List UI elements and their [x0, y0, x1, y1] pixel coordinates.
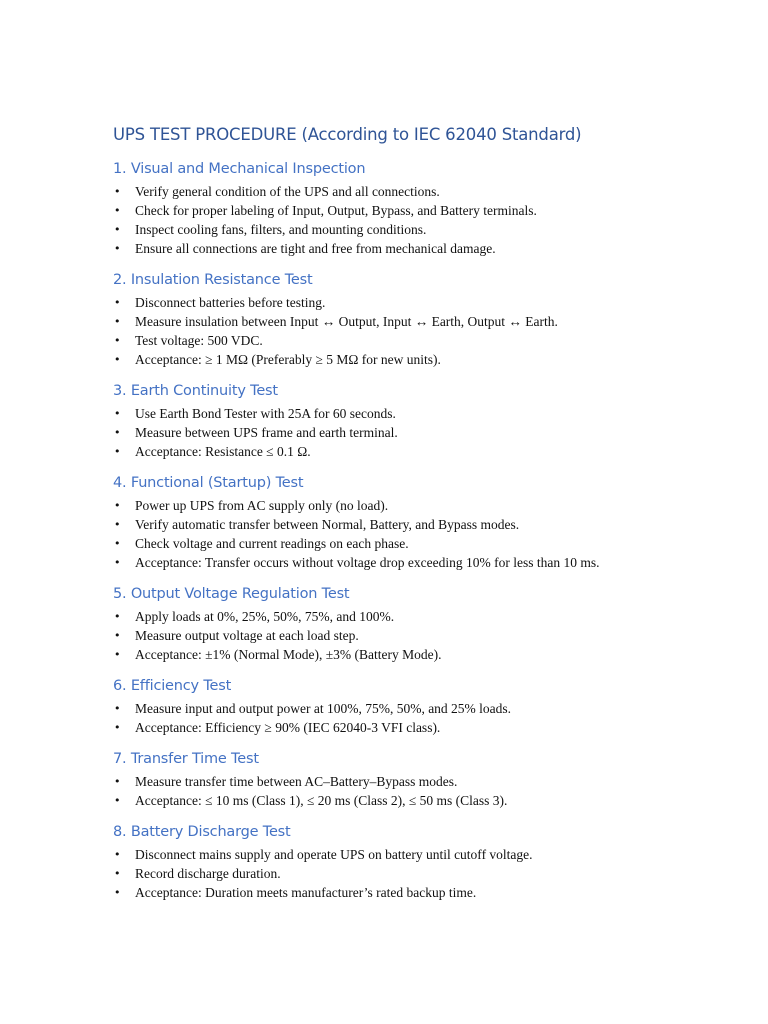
- list-item: [113, 699, 733, 718]
- bullet-icon: •: [114, 537, 121, 550]
- list-item: [113, 772, 733, 791]
- list-item: [113, 404, 733, 423]
- list-item-text: Check voltage and current readings on each phase.: [135, 536, 409, 551]
- section-output-voltage-regulation: [113, 584, 733, 664]
- bullet-icon: •: [114, 629, 121, 642]
- list-item: [113, 645, 733, 664]
- list-item-text: Measure insulation between Input ↔ Output, Input ↔ Earth, Output ↔ Earth.: [135, 314, 558, 329]
- bullet-list: [113, 607, 733, 664]
- list-item: [113, 182, 733, 201]
- section-heading: 8. Battery Discharge Test: [113, 824, 291, 840]
- list-item-text: Acceptance: Duration meets manufacturer’s rated backup time.: [135, 885, 477, 900]
- section-heading: 1. Visual and Mechanical Inspection: [113, 161, 366, 177]
- bullet-icon: •: [114, 702, 121, 715]
- section-heading: 4. Functional (Startup) Test: [113, 475, 304, 491]
- list-item-text: Measure output voltage at each load step.: [135, 628, 359, 643]
- list-item-text: Record discharge duration.: [135, 866, 281, 881]
- list-item: [113, 607, 733, 626]
- bullet-icon: •: [114, 223, 121, 236]
- list-item: [113, 239, 733, 258]
- bullet-icon: •: [114, 867, 121, 880]
- bullet-icon: •: [114, 775, 121, 788]
- bullet-icon: •: [114, 445, 121, 458]
- list-item-text: Verify general condition of the UPS and all connections.: [135, 184, 440, 199]
- bullet-icon: •: [114, 353, 121, 366]
- section-earth-continuity: [113, 381, 733, 461]
- document-title: UPS TEST PROCEDURE (According to IEC 62040 Standard): [113, 125, 582, 144]
- list-item-text: Verify automatic transfer between Normal, Battery, and Bypass modes.: [135, 517, 520, 532]
- list-item-text: Measure between UPS frame and earth terminal.: [135, 425, 398, 440]
- list-item: [113, 496, 733, 515]
- bullet-icon: •: [114, 242, 121, 255]
- list-item-text: Apply loads at 0%, 25%, 50%, 75%, and 100%.: [135, 609, 395, 624]
- list-item-text: Power up UPS from AC supply only (no load).: [135, 498, 389, 513]
- list-item: [113, 423, 733, 442]
- bullet-icon: •: [114, 296, 121, 309]
- list-item: [113, 442, 733, 461]
- list-item-text: Test voltage: 500 VDC.: [135, 333, 263, 348]
- bullet-icon: •: [114, 499, 121, 512]
- list-item: [113, 293, 733, 312]
- bullet-icon: •: [114, 185, 121, 198]
- bullet-list: [113, 772, 733, 810]
- section-efficiency: [113, 676, 733, 737]
- list-item-text: Disconnect batteries before testing.: [135, 295, 326, 310]
- bullet-list: [113, 496, 733, 572]
- bullet-icon: •: [114, 610, 121, 623]
- list-item-text: Measure transfer time between AC–Battery–Bypass modes.: [135, 774, 458, 789]
- section-heading: 2. Insulation Resistance Test: [113, 272, 313, 288]
- list-item: [113, 331, 733, 350]
- list-item: [113, 626, 733, 645]
- list-item-text: Check for proper labeling of Input, Output, Bypass, and Battery terminals.: [135, 203, 537, 218]
- section-heading: 3. Earth Continuity Test: [113, 383, 278, 399]
- document-body: [113, 124, 733, 914]
- bullet-icon: •: [114, 518, 121, 531]
- list-item: [113, 718, 733, 737]
- list-item-text: Acceptance: ±1% (Normal Mode), ±3% (Battery Mode).: [135, 647, 442, 662]
- list-item-text: Inspect cooling fans, filters, and mounting conditions.: [135, 222, 427, 237]
- list-item: [113, 864, 733, 883]
- list-item-text: Acceptance: ≥ 1 MΩ (Preferably ≥ 5 MΩ for new units).: [135, 352, 441, 367]
- bullet-icon: •: [114, 648, 121, 661]
- section-insulation-resistance: [113, 270, 733, 369]
- list-item: [113, 883, 733, 902]
- list-item-text: Measure input and output power at 100%, 75%, 50%, and 25% loads.: [135, 701, 512, 716]
- bullet-list: [113, 845, 733, 902]
- bullet-icon: •: [114, 556, 121, 569]
- bullet-list: [113, 404, 733, 461]
- list-item: [113, 350, 733, 369]
- section-transfer-time: [113, 749, 733, 810]
- list-item-text: Use Earth Bond Tester with 25A for 60 seconds.: [135, 406, 396, 421]
- list-item-text: Ensure all connections are tight and free from mechanical damage.: [135, 241, 496, 256]
- list-item: [113, 534, 733, 553]
- list-item: [113, 220, 733, 239]
- bullet-icon: •: [114, 848, 121, 861]
- section-heading: 7. Transfer Time Test: [113, 751, 259, 767]
- list-item-text: Acceptance: Efficiency ≥ 90% (IEC 62040-3 VFI class).: [135, 720, 441, 735]
- list-item: [113, 791, 733, 810]
- bullet-list: [113, 699, 733, 737]
- list-item-text: Acceptance: Transfer occurs without voltage drop exceeding 10% for less than 10 ms.: [135, 555, 600, 570]
- bullet-icon: •: [114, 794, 121, 807]
- list-item: [113, 845, 733, 864]
- bullet-icon: •: [114, 721, 121, 734]
- bullet-icon: •: [114, 315, 121, 328]
- section-visual-inspection: [113, 159, 733, 258]
- list-item: [113, 553, 733, 572]
- bullet-icon: •: [114, 886, 121, 899]
- list-item-text: Disconnect mains supply and operate UPS on battery until cutoff voltage.: [135, 847, 533, 862]
- bullet-list: [113, 293, 733, 369]
- bullet-icon: •: [114, 426, 121, 439]
- bullet-icon: •: [114, 334, 121, 347]
- section-battery-discharge: [113, 822, 733, 902]
- list-item: [113, 515, 733, 534]
- bullet-icon: •: [114, 407, 121, 420]
- list-item-text: Acceptance: Resistance ≤ 0.1 Ω.: [135, 444, 311, 459]
- section-functional-startup: [113, 473, 733, 572]
- section-heading: 5. Output Voltage Regulation Test: [113, 586, 350, 602]
- section-heading: 6. Efficiency Test: [113, 678, 232, 694]
- list-item: [113, 312, 733, 331]
- bullet-icon: •: [114, 204, 121, 217]
- list-item-text: Acceptance: ≤ 10 ms (Class 1), ≤ 20 ms (Class 2), ≤ 50 ms (Class 3).: [135, 793, 508, 808]
- list-item: [113, 201, 733, 220]
- bullet-list: [113, 182, 733, 258]
